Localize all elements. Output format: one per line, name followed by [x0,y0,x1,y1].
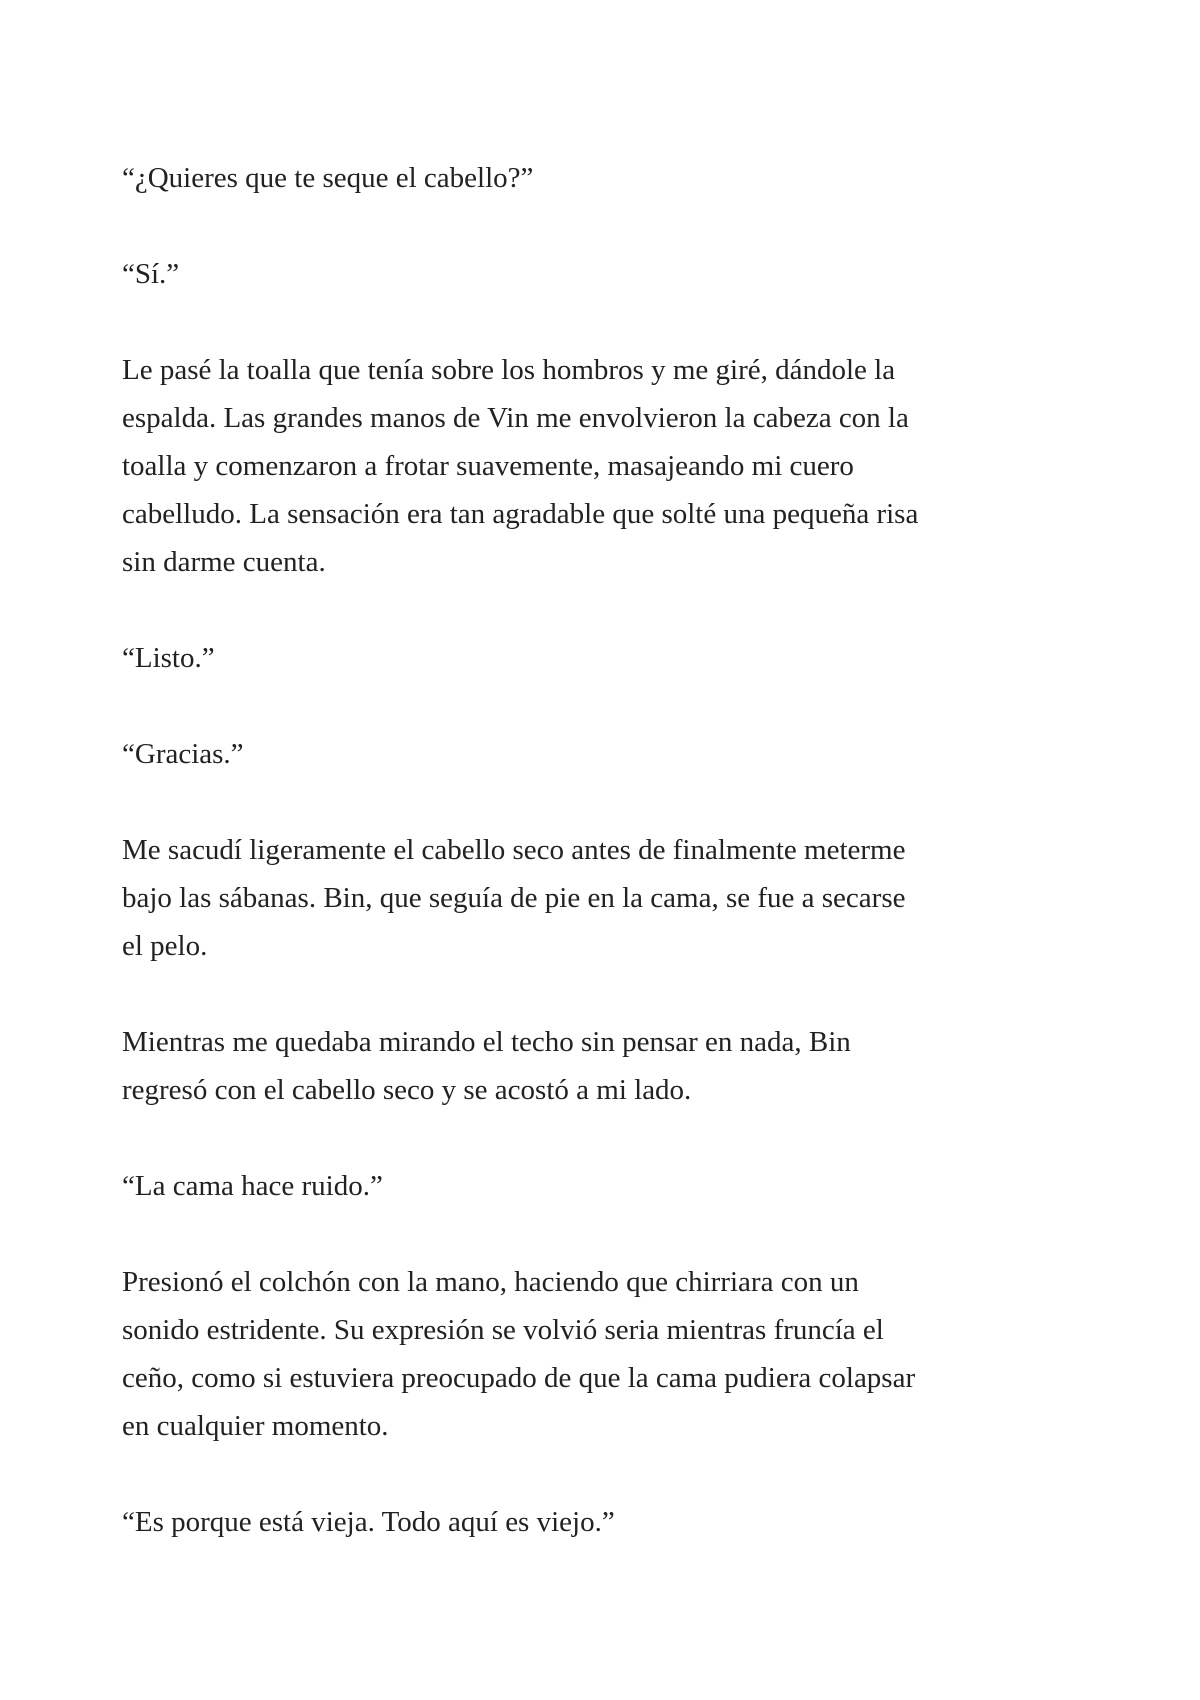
text-line: toalla y comenzaron a frotar suavemente, masajeando mi cuero [122,450,854,482]
paragraph [122,154,1102,202]
text-line: Presionó el colchón con la mano, haciendo que chirriara con un [122,1266,859,1298]
document-page [122,154,1102,1594]
paragraph [122,346,1102,586]
paragraph [122,730,1102,778]
paragraph [122,1258,1102,1450]
text-line: sonido estridente. Su expresión se volvió seria mientras fruncía el [122,1314,884,1346]
text-line: en cualquier momento. [122,1410,389,1442]
text-line: Me sacudí ligeramente el cabello seco antes de finalmente meterme [122,834,906,866]
paragraph [122,826,1102,970]
text-line: “¿Quieres que te seque el cabello?” [122,162,534,194]
paragraph [122,1498,1102,1546]
text-line: bajo las sábanas. Bin, que seguía de pie en la cama, se fue a secarse [122,882,906,914]
text-line: el pelo. [122,930,208,962]
text-line: “La cama hace ruido.” [122,1170,383,1202]
text-line: “Es porque está vieja. Todo aquí es viejo.” [122,1506,615,1538]
text-line: ceño, como si estuviera preocupado de que la cama pudiera colapsar [122,1362,916,1394]
text-line: Le pasé la toalla que tenía sobre los hombros y me giré, dándole la [122,354,896,386]
text-line: “Sí.” [122,258,180,290]
text-line: cabelludo. La sensación era tan agradable que solté una pequeña risa [122,498,919,530]
paragraph [122,634,1102,682]
text-line: regresó con el cabello seco y se acostó a mi lado. [122,1074,692,1106]
text-line: “Listo.” [122,642,215,674]
text-line: sin darme cuenta. [122,546,326,578]
text-line: “Gracias.” [122,738,244,770]
paragraph [122,1018,1102,1114]
paragraph [122,250,1102,298]
paragraph [122,1162,1102,1210]
text-line: espalda. Las grandes manos de Vin me envolvieron la cabeza con la [122,402,909,434]
text-line: Mientras me quedaba mirando el techo sin pensar en nada, Bin [122,1026,851,1058]
